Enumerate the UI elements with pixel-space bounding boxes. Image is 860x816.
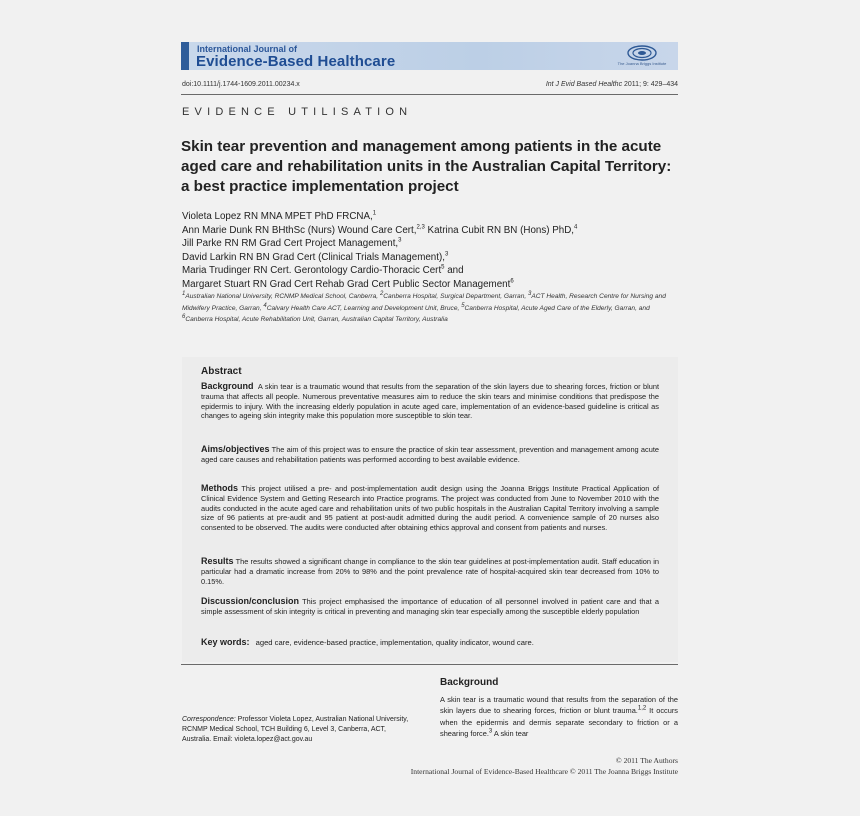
author-name: Violeta Lopez RN MNA MPET PhD FRCNA,: [182, 211, 373, 222]
background-text: [440, 694, 678, 740]
author-sup: 2,3: [416, 224, 425, 231]
author-line: [182, 210, 682, 224]
author-line: [182, 224, 682, 238]
abstract-text: This project utilised a pre- and post-implementation audit design using the Joanna Briggs Institute Practical Application of Clinical Evidence System and Getting Research into Practice programs. The project was conducted from June to November 2010 with the audits conducted in the acute aged care and rehabilitation units of two public hospitals in the Australian Capital Territory involving a sample size of 96 patients at pre-audit and 95 patient at post-audit admitted during the audit period. A convenience sample of 20 nurses also consented to be observed. The audits were conducted after obtaining ethics approval and consent from patients and nurses.: [201, 484, 659, 533]
abstract-text: A skin tear is a traumatic wound that results from the separation of the skin layers due to shearing forces, friction or blunt trauma that affects all people. Numerous preventative measures aim to reduce the skin tears and minimise conditions that predispose the epidermis to injury. With the increasing elderly population in acute aged care, implementation of an evidence-based guideline is critical as changes to ageing skin integrity make this population more susceptible to skin tear.: [201, 382, 659, 421]
author-name: David Larkin RN BN Grad Cert (Clinical Trials Management),: [182, 251, 445, 263]
abstract-label: Results: [201, 556, 234, 566]
author-name: Maria Trudinger RN Cert. Gerontology Cardio-Thoracic Cert: [182, 265, 442, 277]
citation-sup: 1,2: [637, 705, 647, 712]
abstract-discussion: [201, 597, 659, 617]
body-text: A skin tear is a traumatic wound that results from the separation of the skin layers due to shearing forces, friction or blunt trauma.: [440, 695, 678, 716]
author-name: Margaret Stuart RN Grad Cert Rehab Grad Cert Public Sector Management: [182, 278, 511, 290]
citation: [546, 81, 678, 88]
author-line: [182, 264, 682, 278]
affiliations: [182, 291, 678, 326]
author-sup: 3: [398, 237, 402, 244]
body-text: It occurs when the epidermis and dermis separate secondary to friction or a shearing force.: [440, 706, 678, 739]
section-label: EVIDENCE UTILISATION: [182, 106, 413, 118]
abstract-label: Aims/objectives: [201, 444, 270, 454]
correspondence-label: Correspondence:: [182, 716, 236, 723]
journal-copyright-line: International Journal of Evidence-Based Healthcare © 2011 The Joanna Briggs Institute: [410, 767, 678, 776]
keywords-text: aged care, evidence-based practice, implementation, quality indicator, wound care.: [255, 638, 534, 647]
background-heading: Background: [440, 677, 499, 688]
author-name: Jill Parke RN RM Grad Cert Project Management,: [182, 238, 399, 250]
affil-sup: 3: [528, 290, 532, 297]
authors: [182, 210, 682, 292]
abstract-heading: Abstract: [201, 366, 242, 377]
abstract-label: Methods: [201, 483, 238, 493]
affil-sup: 2: [379, 290, 384, 297]
correspondence: [182, 715, 412, 745]
abstract-label: Background: [201, 381, 254, 391]
affil-text: Canberra Hospital, Acute Rehabilitation Unit, Garran, Australian Capital Territory, Australia: [185, 316, 448, 323]
affil-text: Calvary Health Care ACT, Learning and Development Unit, Bruce,: [266, 304, 462, 312]
header-rule: [181, 94, 678, 95]
author-sup: 4: [574, 224, 578, 231]
abstract-label: Discussion/conclusion: [201, 596, 300, 606]
keywords: [201, 637, 659, 647]
article-title: Skin tear prevention and management among patients in the acute aged care and rehabilitation units in the Australian Capital Territory: a best practice implementation project: [181, 138, 672, 195]
journal-banner: [181, 42, 678, 70]
copyright: © 2011 The Authors: [615, 756, 678, 765]
abstract-text: This project emphasised the importance of education of all personnel involved in patient care and that a simple assessment of skin integrity is critical in preventing and managing skin tear especially among the susceptible elderly population: [201, 597, 659, 616]
abstract-methods: [201, 484, 659, 533]
affil-sup: 4: [263, 302, 267, 309]
journal-name-small: International Journal of: [197, 44, 298, 54]
affil-text: Canberra Hospital, Surgical Department, Garran,: [383, 293, 529, 300]
author-line: [182, 251, 682, 265]
affil-sup: 6: [182, 313, 186, 320]
logo-caption: The Joanna Briggs Institute: [617, 61, 667, 66]
abstract-aims: [201, 445, 659, 465]
keywords-label: Key words:: [201, 637, 250, 647]
author-sup: 6: [510, 278, 514, 285]
author-name: Ann Marie Dunk RN BHthSc (Nurs) Wound Care Cert,: [182, 224, 417, 236]
affil-text: Australian National University, RCNMP Medical School, Canberra,: [185, 293, 380, 300]
author-conjunction: and: [444, 265, 464, 277]
author-line: [182, 278, 682, 292]
abstract-results: [201, 557, 659, 586]
jbi-logo: [612, 44, 672, 68]
abstract-text: The aim of this project was to ensure the practice of skin tear assessment, prevention and management among acute aged care causes and rehabilitation patients was performed according to best available evidence.: [201, 445, 659, 464]
author-sup: 5: [441, 265, 445, 272]
author-sup: 1: [372, 210, 377, 217]
doi: doi:10.1111/j.1744-1609.2011.00234.x: [182, 81, 300, 88]
citation-sup: 3: [488, 728, 493, 735]
jbi-logo-icon: [612, 44, 672, 62]
author-name: Katrina Cubit RN BN (Hons) PhD,: [424, 224, 575, 236]
affil-sup: 5: [461, 302, 465, 309]
affil-text: Canberra Hospital, Acute Aged Care of the Elderly, Garran, and: [464, 304, 650, 312]
citation-journal: Int J Evid Based Healthc: [545, 81, 623, 88]
abstract-text: The results showed a significant change in compliance to the skin tear guidelines at post-implementation audit. Staff education in particular had a dramatic increase from 20% to 98% and the point prevalence rate of hospital-acquired skin tear decreased from 10% to 0.15%.: [201, 557, 659, 586]
author-line: [182, 237, 682, 251]
journal-name: Evidence-Based Healthcare: [196, 53, 396, 70]
citation-volume: 2011; 9: 429–434: [622, 81, 678, 88]
affil-sup: 1: [182, 290, 186, 297]
banner-stripe: [181, 42, 189, 70]
affil-text: ACT Health, Research Centre for Nursing and Midwifery Practice, Garran,: [182, 293, 666, 312]
abstract-background: [201, 382, 659, 421]
abstract-rule: [181, 664, 678, 665]
correspondence-text: Professor Violeta Lopez, Australian National University, RCNMP Medical School, TCH Building 6, Level 3, Canberra, ACT, Australia. Email: violeta.lopez@act.gov.au: [182, 716, 409, 743]
body-text: A skin tear: [492, 729, 529, 739]
author-sup: 3: [444, 251, 449, 258]
